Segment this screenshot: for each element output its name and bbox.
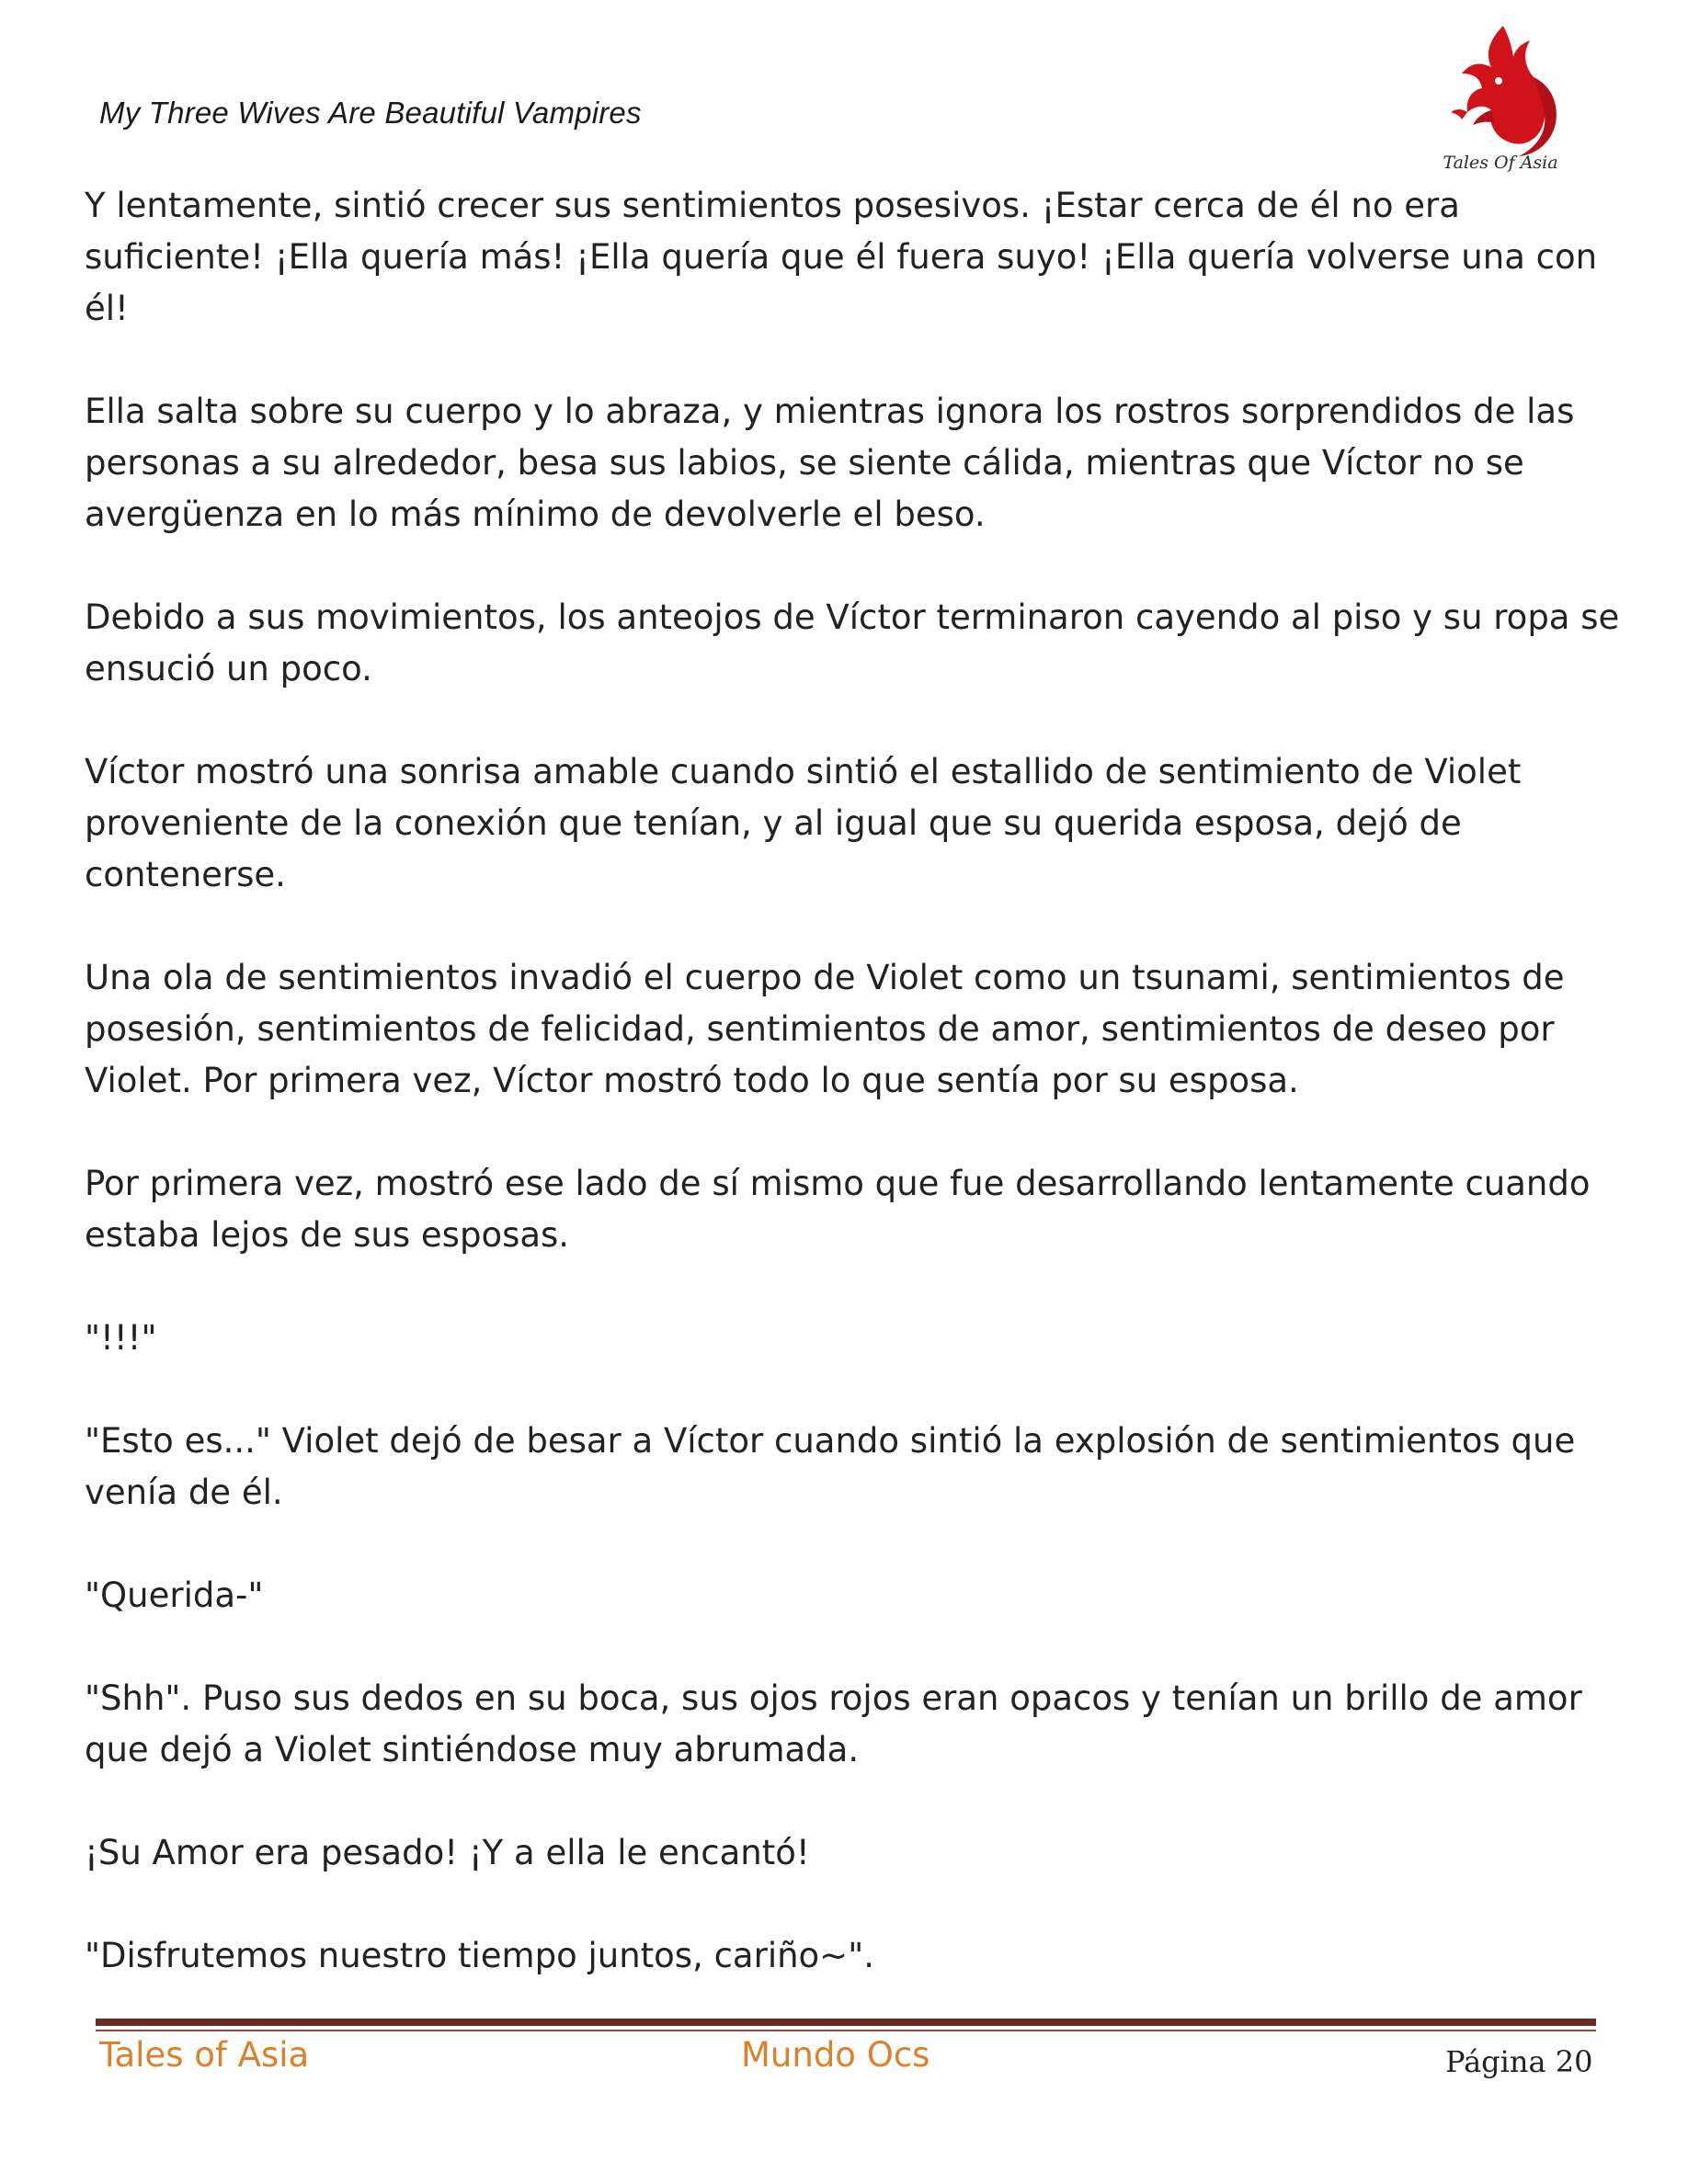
paragraph: Por primera vez, mostró ese lado de sí mismo que fue desarrollando lentamente cuando estaba lejos de sus esposas. — [85, 1164, 1591, 1255]
document-body — [85, 180, 1620, 2033]
logo-text: Tales Of Asia — [1443, 153, 1558, 173]
paragraph: ¡Su Amor era pesado! ¡Y a ella le encantó! — [85, 1833, 810, 1872]
paragraph: "Esto es..." Violet dejó de besar a Víctor cuando sintió la explosión de sentimientos que venía de él. — [85, 1421, 1576, 1512]
footer-source: Tales of Asia — [99, 2035, 310, 2075]
page-number: Página 20 — [1445, 2044, 1593, 2079]
paragraph: Debido a sus movimientos, los anteojos de Víctor terminaron cayendo al piso y su ropa se ensució un poco. — [85, 597, 1620, 688]
footer-rule — [96, 2019, 1596, 2026]
footer-rule-thin — [96, 2030, 1596, 2031]
header-title: My Three Wives Are Beautiful Vampires — [99, 96, 642, 130]
paragraph: Una ola de sentimientos invadió el cuerpo de Violet como un tsunami, sentimientos de posesión, sentimientos de felicidad, sentimientos de amor, sentimientos de deseo por Violet. Por primera vez, Víctor mostró todo lo que sentía por su esposa. — [85, 958, 1565, 1100]
paragraph: "!!!" — [85, 1318, 157, 1358]
paragraph: "Disfrutemos nuestro tiempo juntos, cariño~". — [85, 1936, 874, 1975]
paragraph: Ella salta sobre su cuerpo y lo abraza, y mientras ignora los rostros sorprendidos de las personas a su alrededor, besa sus labios, se siente cálida, mientras que Víctor no se avergüenza en lo más mínimo de devolverle el beso. — [85, 392, 1575, 534]
paragraph: "Querida-" — [85, 1575, 264, 1615]
paragraph: Víctor mostró una sonrisa amable cuando sintió el estallido de sentimiento de Violet proveniente de la conexión que tenían, y al igual que su querida esposa, dejó de contenerse. — [85, 752, 1522, 894]
footer-group: Mundo Ocs — [741, 2035, 930, 2075]
paragraph: Y lentamente, sintió crecer sus sentimientos posesivos. ¡Estar cerca de él no era suficiente! ¡Ella quería más! ¡Ella quería que él fuera suyo! ¡Ella quería volverse una con él! — [85, 186, 1598, 328]
paragraph: "Shh". Puso sus dedos en su boca, sus ojos rojos eran opacos y tenían un brillo de amor que dejó a Violet sintiéndose muy abrumada. — [85, 1678, 1582, 1769]
